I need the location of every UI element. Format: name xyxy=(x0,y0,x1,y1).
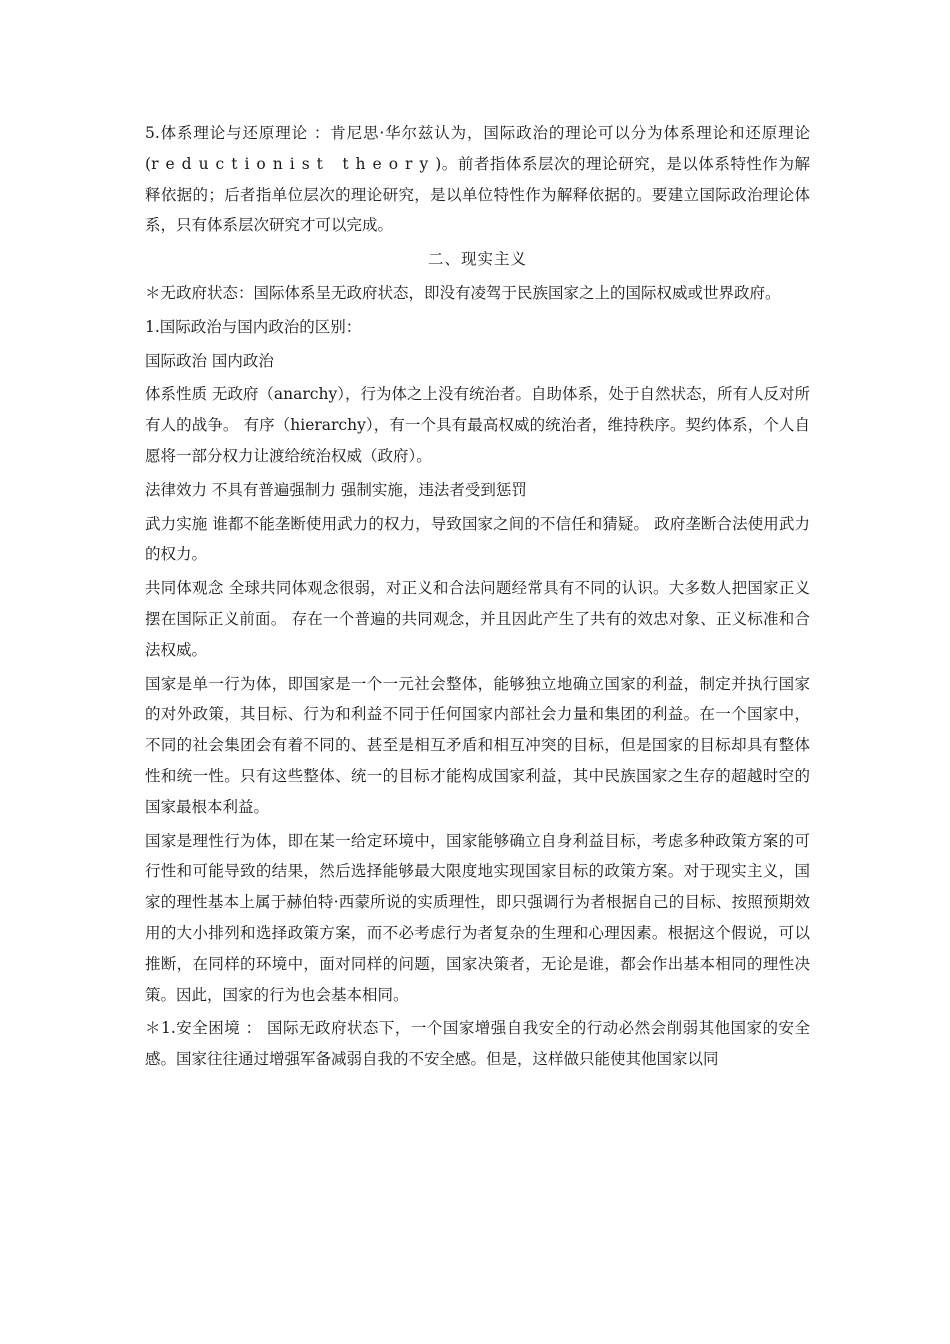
comparison-row-community: 共同体观念 全球共同体观念很弱，对正义和合法问题经常具有不同的认识。大多数人把国家正义摆在国际正义前面。 存在一个普遍的共同观念，并且因此产生了共有的效忠对象、正义标准和合法权威。 xyxy=(145,579,810,659)
paragraph-unitary-actor: 国家是单一行为体，即国家是一个一元社会整体，能够独立地确立国家的利益，制定并执行国家的对外政策，其目标、行为和利益不同于任何国家内部社会力量和集团的利益。在一个国家中，不同的社会集团会有着不同的、甚至是相互矛盾和相互冲突的目标，但是国家的目标却具有整体性和统一性。只有这些整体、统一的目标才能构成国家利益，其中民族国家之生存的超越时空的国家最根本利益。 xyxy=(145,674,810,816)
comparison-row-law: 法律效力 不具有普遍强制力 强制实施，违法者受到惩罚 xyxy=(145,480,527,499)
paragraph-text: )。前者指体系层次的理论研究，是以体系特性作为解释依据的；后者指单位层次的理论研究，是以单位特性作为解释依据的。要建立国际政治理论体系，只有体系层次研究才可以完成。 xyxy=(145,154,810,235)
paragraph-system-reductionist xyxy=(145,118,810,241)
paragraph-text: 5.体系理论与还原理论 ：肯尼思·华尔兹认为，国际政治的理论可以分为体系理论和还原理论( xyxy=(145,124,810,173)
paragraph-section-1: 1.国际政治与国内政治的区别： xyxy=(145,317,362,336)
paragraph-security-dilemma: ＊1.安全困境 ： 国际无政府状态下，一个国家增强自我安全的行动必然会削弱其他国家的安全感。国家往往通过增强军备减弱自我的不安全感。但是，这样做只能使其他国家以同 xyxy=(145,1019,810,1069)
comparison-row-system: 体系性质 无政府（anarchy），行为体之上没有统治者。自助体系，处于自然状态，所有人反对所有人的战争。 有序（hierarchy），有一个具有最高权威的统治者，维持秩序。契约体系，个人自愿将一部分权力让渡给统治权威（政府）。 xyxy=(145,385,810,465)
document-body xyxy=(145,118,810,1075)
section-heading: 二、现实主义 xyxy=(427,250,527,269)
paragraph-anarchy: ＊无政府状态：国际体系呈无政府状态，即没有凌驾于民族国家之上的国际权威或世界政府。 xyxy=(145,283,781,302)
paragraph-rational-actor: 国家是理性行为体，即在某一给定环境中，国家能够确立自身利益目标，考虑多种政策方案的可行性和可能导致的结果，然后选择能够最大限度地实现国家目标的政策方案。对于现实主义，国家的理性基本上属于赫伯特·西蒙所说的实质理性，即只强调行为者根据自己的目标、按照预期效用的大小排列和选择政策方案，而不必考虑行为者复杂的生理和心理因素。根据这个假说，可以推断，在同样的环境中，面对同样的问题，国家决策者，无论是谁，都会作出基本相同的理性决策。因此，国家的行为也会基本相同。 xyxy=(145,831,810,1004)
comparison-headers: 国际政治 国内政治 xyxy=(145,351,274,370)
english-term: reductionist theory xyxy=(151,154,436,173)
comparison-row-force: 武力实施 谁都不能垄断使用武力的权力，导致国家之间的不信任和猜疑。 政府垄断合法使用武力的权力。 xyxy=(145,514,810,564)
